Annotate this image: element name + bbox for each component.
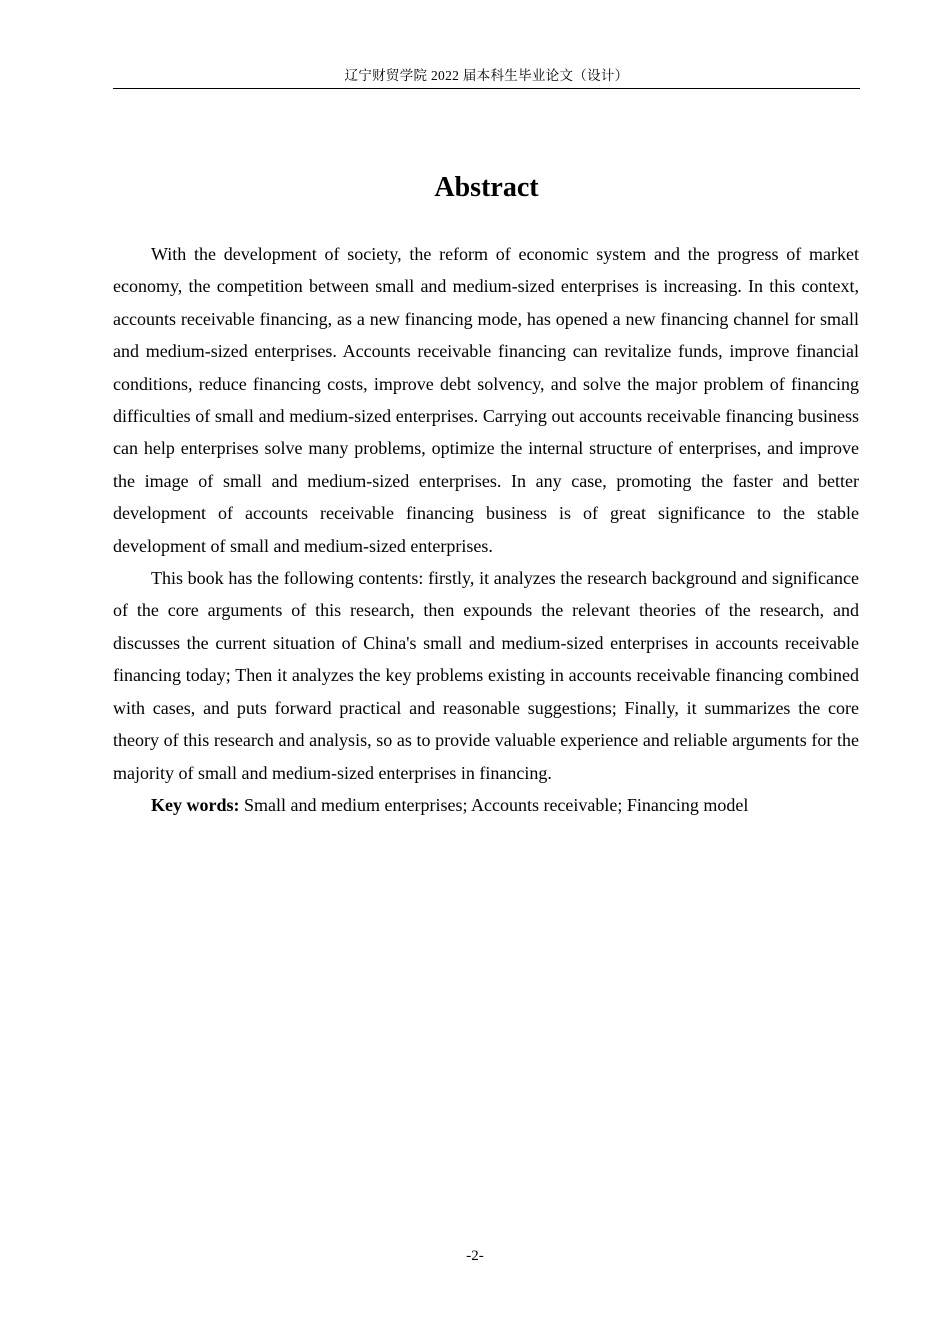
page-title: Abstract <box>434 172 539 203</box>
page-header <box>113 66 860 89</box>
keywords-label: Key words: <box>151 794 240 815</box>
abstract-body <box>113 238 859 821</box>
keywords-line <box>113 789 859 821</box>
abstract-paragraph-1: With the development of society, the reform of economic system and the progress of market economy, the competition between small and medium-sized enterprises is increasing. In this context, accounts receivable financing, as a new financing mode, has opened a new financing channel for small and medium-sized enterprises. Accounts receivable financing can revitalize funds, improve financial conditions, reduce financing costs, improve debt solvency, and solve the major problem of financing difficulties of small and medium-sized enterprises. Carrying out accounts receivable financing business can help enterprises solve many problems, optimize the internal structure of enterprises, and improve the image of small and medium-sized enterprises. In any case, promoting the faster and better development of accounts receivable financing business is of great significance to the stable development of small and medium-sized enterprises. <box>113 244 859 556</box>
page-number: -2- <box>466 1248 484 1264</box>
abstract-paragraph-2: This book has the following contents: firstly, it analyzes the research background and significance of the core arguments of this research, then expounds the relevant theories of the research, and discusses the current situation of China's small and medium-sized enterprises in accounts receivable financing today; Then it analyzes the key problems existing in accounts receivable financing combined with cases, and puts forward practical and reasonable suggestions; Finally, it summarizes the core theory of this research and analysis, so as to provide valuable experience and reliable arguments for the majority of small and medium-sized enterprises in financing. <box>113 568 859 783</box>
header-text: 辽宁财贸学院 2022 届本科生毕业论文（设计） <box>344 68 629 83</box>
keywords-text: Small and medium enterprises; Accounts receivable; Financing model <box>239 794 749 815</box>
